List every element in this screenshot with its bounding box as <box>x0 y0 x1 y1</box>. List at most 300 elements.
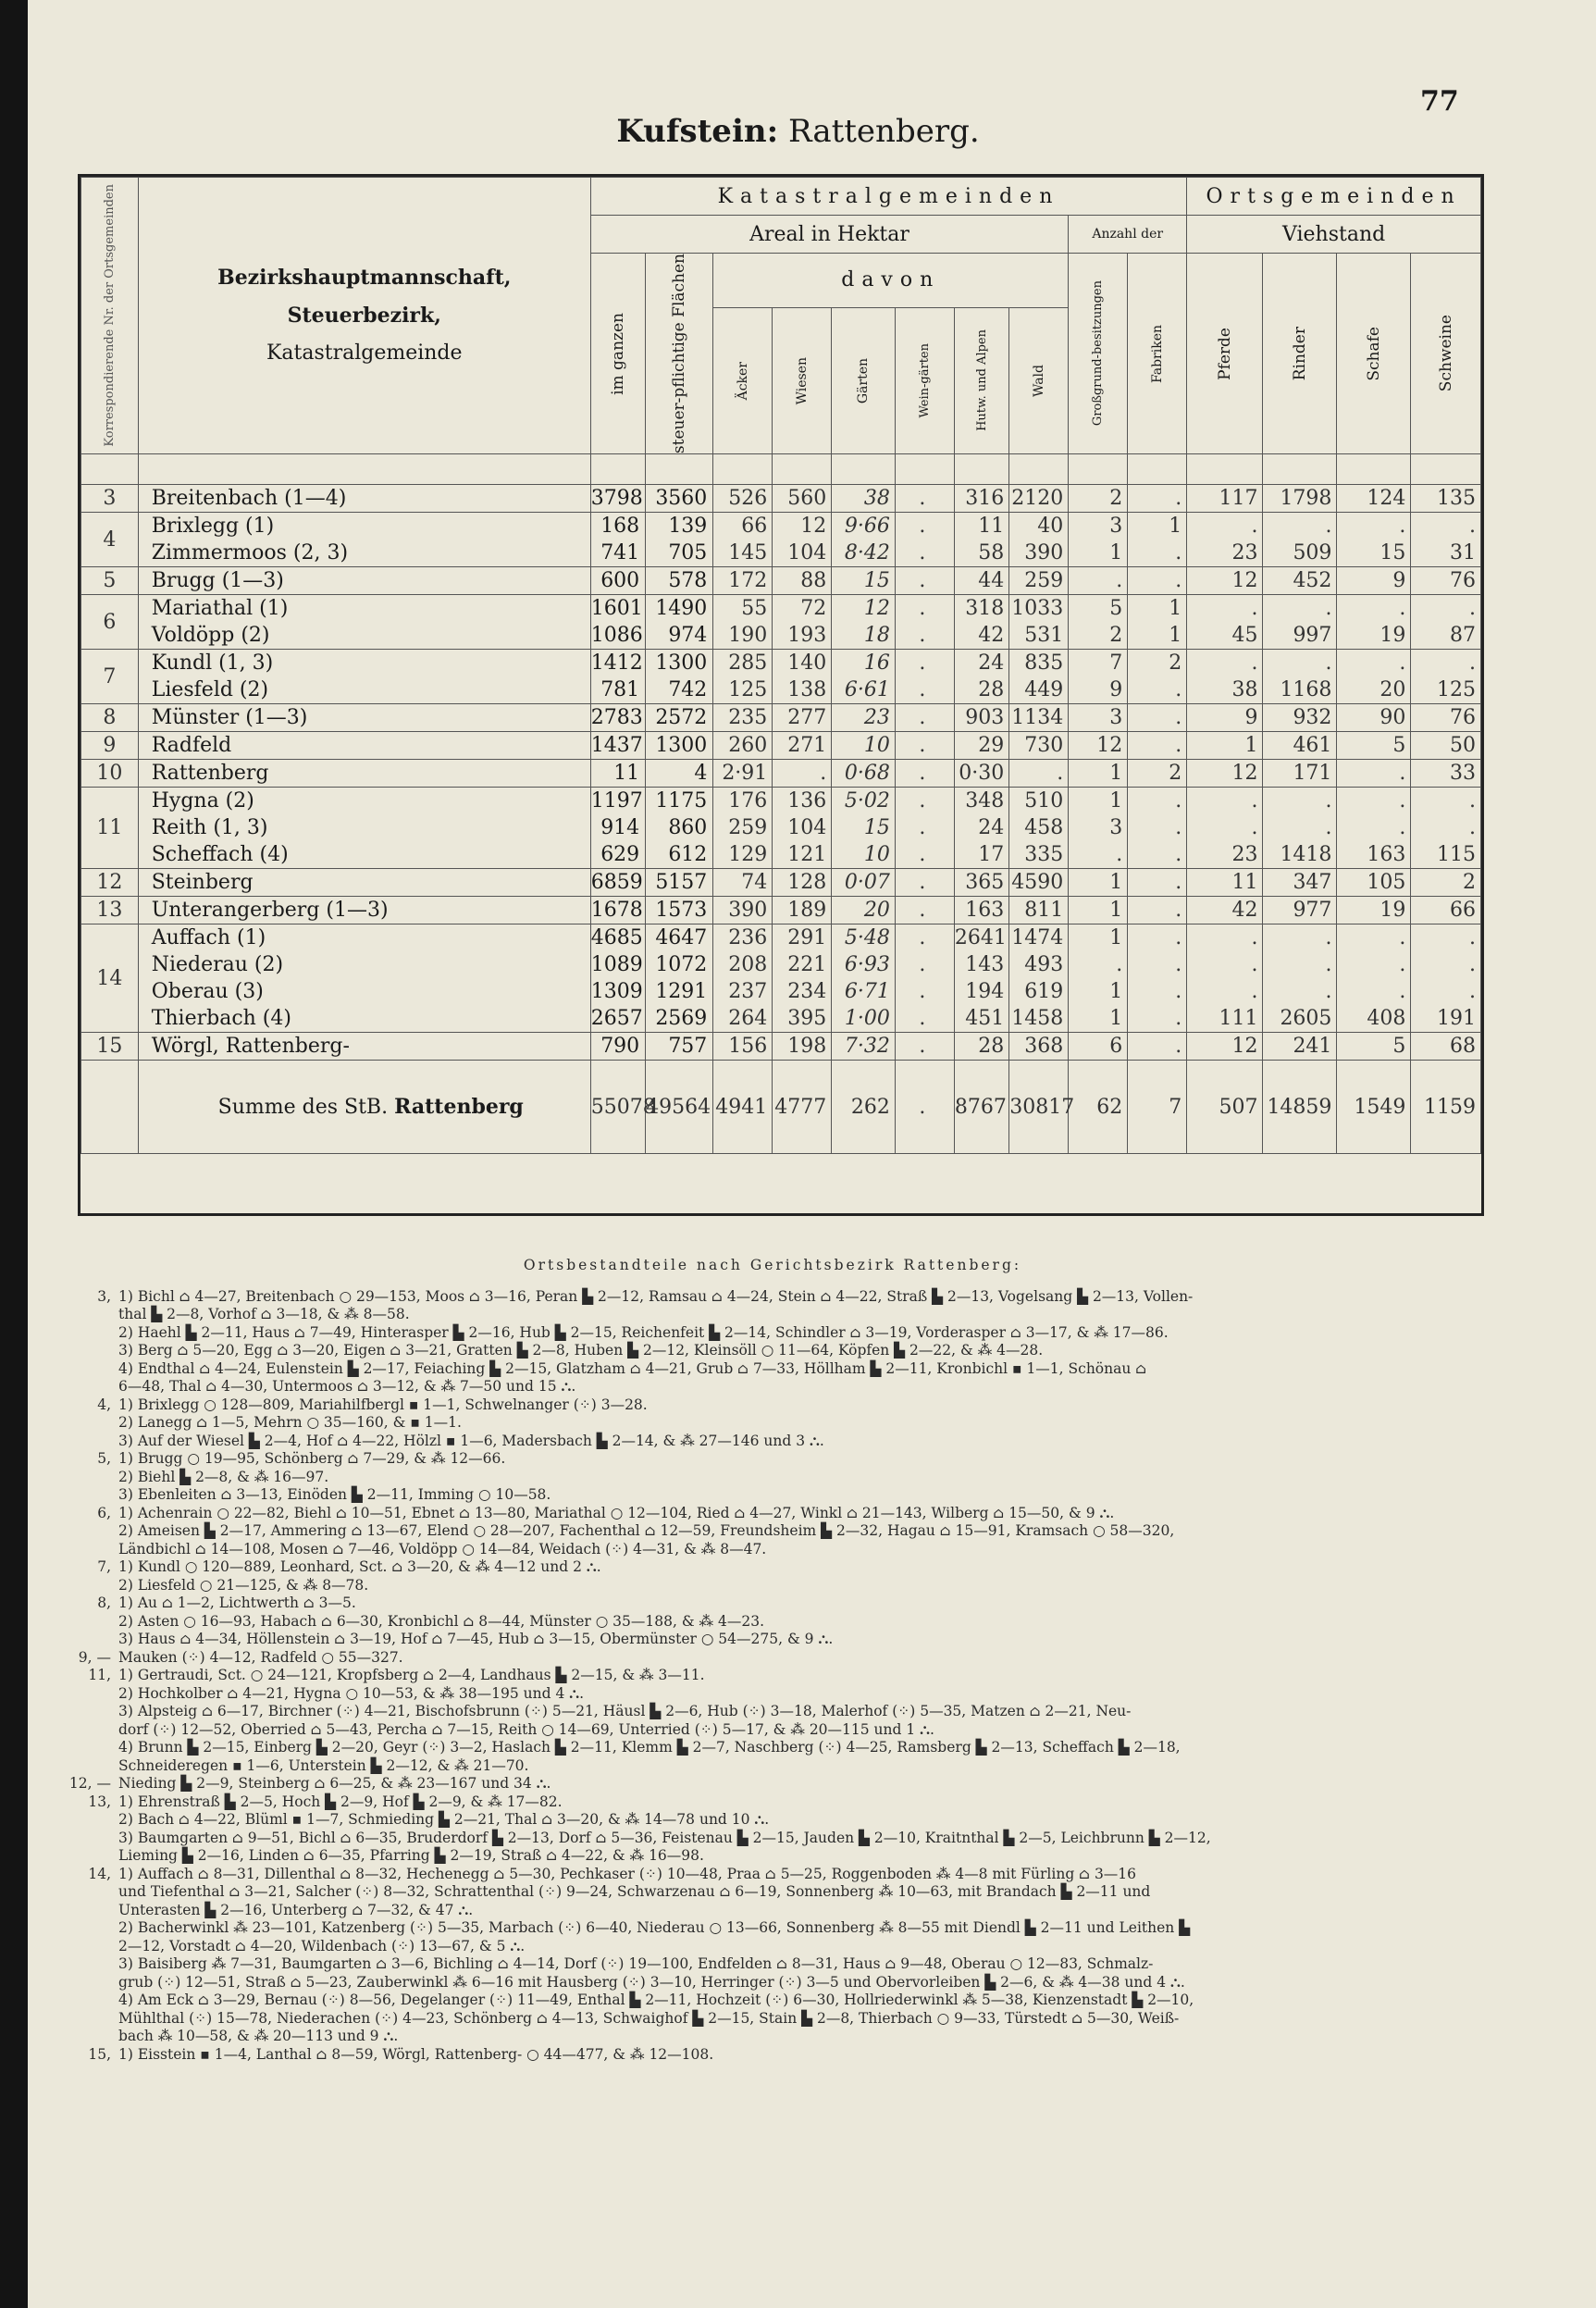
cell-value: . <box>1057 762 1064 786</box>
cell-value: 1 <box>1109 899 1123 923</box>
cell-value: 156 <box>728 1035 768 1059</box>
cell-value: . <box>919 843 926 867</box>
cell-gaerten <box>832 788 896 869</box>
cell-value: 1300 <box>655 734 708 758</box>
cell-schafe <box>1337 732 1411 760</box>
cell-wiesen <box>773 704 832 732</box>
cell-value: 5 <box>1392 734 1406 758</box>
cell-wein <box>895 704 954 732</box>
cell-value: 977 <box>1293 899 1332 923</box>
cell-schafe <box>1337 704 1411 732</box>
cell-pferde <box>1187 924 1263 1033</box>
footnote-group <box>51 1577 118 1595</box>
row-number: 5 <box>81 567 139 595</box>
table-row <box>81 567 1481 595</box>
footnote-line <box>51 1649 1494 1668</box>
cell-value: . <box>1175 487 1182 511</box>
cell-ganz <box>590 567 645 595</box>
municipality-name: Kundl (1, 3) <box>151 651 274 676</box>
cell-value: 1474 <box>1011 926 1064 950</box>
cell-value: 1 <box>1169 515 1182 539</box>
cell-value: . <box>1251 816 1258 840</box>
cell-wein <box>895 650 954 704</box>
cell-aecker <box>713 897 773 924</box>
cell-value: 12 <box>1231 1035 1258 1059</box>
cell-rinder <box>1263 924 1337 1033</box>
cell-hutw <box>954 567 1008 595</box>
cell-value: . <box>1469 651 1476 676</box>
footnote-line <box>51 1396 1494 1415</box>
cell-rinder <box>1263 788 1337 869</box>
cell-value: 277 <box>787 706 827 730</box>
cell-value: . <box>1399 953 1406 977</box>
cell-value: . <box>919 515 926 539</box>
cell-wiesen <box>773 732 832 760</box>
cell-value: 5157 <box>655 871 708 895</box>
cell-value: 163 <box>965 899 1005 923</box>
cell-value: . <box>1325 515 1332 539</box>
cell-value: 189 <box>787 899 827 923</box>
cell-value: 12 <box>800 515 827 539</box>
footnote-group <box>51 1469 118 1487</box>
cell-value: . <box>1399 816 1406 840</box>
cell-value: 3 <box>1109 515 1123 539</box>
cell-hutw <box>954 704 1008 732</box>
footnote-text: 6—48, Thal ⌂ 4—30, Untermoos ⌂ 3—12, & ⁂ 7—50 und 15 ⛬. <box>118 1378 576 1395</box>
cell-value: . <box>1399 789 1406 813</box>
cell-gaerten <box>832 567 896 595</box>
footnote-text: 2—12, Vorstadt ⌂ 4—20, Wildenbach (⁘) 13—67, & 5 ⛬. <box>118 1937 526 1954</box>
cell-value: 28 <box>978 678 1005 702</box>
footnote-group <box>51 1486 118 1505</box>
cell-schafe <box>1337 595 1411 650</box>
cell-value: 1168 <box>1280 678 1332 702</box>
cell-value: . <box>919 624 926 648</box>
cell-value: 44 <box>978 569 1005 593</box>
municipality-name: Mariathal (1) <box>151 597 289 621</box>
header-fabriken: Fabriken <box>1128 254 1187 454</box>
cell-steuer <box>646 897 713 924</box>
footnote-group: 9, — <box>78 1648 111 1666</box>
footnote-line <box>51 1631 1494 1649</box>
cell-value: . <box>1399 651 1406 676</box>
cell-value: 790 <box>600 1035 640 1059</box>
cell-value: 42 <box>1231 899 1258 923</box>
cell-value: . <box>1175 1035 1182 1059</box>
cell-value: . <box>919 762 926 786</box>
cell-value: . <box>1251 515 1258 539</box>
cell-pferde <box>1187 485 1263 513</box>
cell-value: 811 <box>1024 899 1064 923</box>
footnote-line <box>51 1902 1494 1920</box>
cell-schafe <box>1337 788 1411 869</box>
cell-value: 264 <box>728 1007 768 1031</box>
cell-value: . <box>919 597 926 621</box>
footnote-line <box>51 1288 1494 1307</box>
cell-ganz <box>590 513 645 567</box>
cell-value: 12 <box>1231 569 1258 593</box>
cell-value: . <box>919 734 926 758</box>
cell-value: . <box>1399 926 1406 950</box>
cell-gross <box>1069 704 1128 732</box>
cell-aecker <box>713 567 773 595</box>
row-number: 3 <box>81 485 139 513</box>
footnote-text: dorf (⁘) 12—52, Oberried ⌂ 5—43, Percha ⌂ 7—15, Reith ○ 14—69, Unterried (⁘) 5—17, & ⁂ 20—115 und 1 ⛬. <box>118 1720 934 1738</box>
footnote-text: 1) Brugg ○ 19—95, Schönberg ⌂ 7—29, & ⁂ 12—66. <box>118 1450 506 1467</box>
row-number: 9 <box>81 732 139 760</box>
cell-value: 1197 <box>590 789 643 813</box>
table-row <box>81 595 1481 650</box>
cell-value: . <box>919 487 926 511</box>
cell-rinder <box>1263 650 1337 704</box>
cell-wein <box>895 760 954 788</box>
cell-rinder <box>1263 704 1337 732</box>
cell-value: 135 <box>1437 487 1476 511</box>
cell-wiesen <box>773 513 832 567</box>
cell-value: 757 <box>668 1035 708 1059</box>
cell-value: 1 <box>1109 1007 1123 1031</box>
cell-schafe <box>1337 513 1411 567</box>
cell-wein <box>895 1033 954 1061</box>
sum-label: Summe des StB. Rattenberg <box>138 1061 590 1154</box>
cell-ganz <box>590 924 645 1033</box>
cell-rinder <box>1263 897 1337 924</box>
cell-value: 600 <box>600 569 640 593</box>
footnote-text: 2) Ameisen ▙ 2—17, Ammering ⌂ 13—67, Elend ○ 28—207, Fachenthal ⌂ 12—59, Freundsheim ▙ 2—32, Hagau ⌂ 15—91, Kramsach ○ 58—320, <box>118 1522 1175 1539</box>
cell-value: 9 <box>1244 706 1258 730</box>
cell-steuer <box>646 869 713 897</box>
cell-value: 45 <box>1231 624 1258 648</box>
footnote-line <box>51 1757 1494 1776</box>
cell-wein <box>895 788 954 869</box>
footnote-line <box>51 1847 1494 1866</box>
municipality-names <box>138 760 590 788</box>
footnote-group <box>51 1613 118 1632</box>
footnote-group <box>51 1378 118 1396</box>
municipality-name: Liesfeld (2) <box>151 678 269 702</box>
page-number: 77 <box>1420 85 1459 118</box>
cell-value: . <box>1469 926 1476 950</box>
cell-ganz <box>590 732 645 760</box>
cell-steuer <box>646 704 713 732</box>
cell-value: 129 <box>728 843 768 867</box>
cell-value: 12 <box>1096 734 1123 758</box>
cell-hutw <box>954 869 1008 897</box>
header-weingaerten: Wein-gärten <box>895 307 954 454</box>
cell-gaerten <box>832 897 896 924</box>
cell-value: 408 <box>1367 1007 1406 1031</box>
municipality-name: Radfeld <box>151 734 232 758</box>
cell-value: . <box>1325 926 1332 950</box>
cell-gaerten <box>832 485 896 513</box>
cell-value: . <box>1469 953 1476 977</box>
cell-pferde <box>1187 869 1263 897</box>
footnote-text: 3) Alpsteig ⌂ 6—17, Birchner (⁘) 4—21, Bischofsbrunn (⁘) 5—21, Häusl ▙ 2—6, Hub (⁘) 3—18, Malerhof (⁘) 5—35, Matzen ⌂ 2—21, Neu- <box>118 1703 1132 1719</box>
table-row <box>81 650 1481 704</box>
cell-gross <box>1069 1033 1128 1061</box>
header-grossgrund: Großgrund-besitzungen <box>1069 254 1128 454</box>
cell-value: . <box>1251 789 1258 813</box>
cell-value: 66 <box>741 515 768 539</box>
cell-value: 111 <box>1219 1007 1258 1031</box>
row-number: 12 <box>81 869 139 897</box>
footnote-line <box>51 1433 1494 1451</box>
cell-ganz <box>590 760 645 788</box>
cell-ganz <box>590 869 645 897</box>
footnote-group <box>51 1883 118 1902</box>
cell-fabr <box>1128 485 1187 513</box>
footnote-text: thal ▙ 2—8, Vorhof ⌂ 3—18, & ⁂ 8—58. <box>118 1306 410 1322</box>
cell-value: . <box>1469 789 1476 813</box>
cell-value: 136 <box>787 789 827 813</box>
footnote-line <box>51 1306 1494 1324</box>
municipality-name: Hygna (2) <box>151 789 254 813</box>
footnote-text: Unterasten ▙ 2—16, Unterberg ⌂ 7—32, & 47 ⛬. <box>118 1901 474 1918</box>
cell-wald <box>1009 760 1069 788</box>
table-row <box>81 485 1481 513</box>
cell-hutw <box>954 760 1008 788</box>
cell-schafe <box>1337 485 1411 513</box>
header-gaerten: Gärten <box>832 307 896 454</box>
cell-value: 1·00 <box>844 1007 890 1031</box>
cell-steuer <box>646 1033 713 1061</box>
cell-wald <box>1009 513 1069 567</box>
cell-hutw <box>954 595 1008 650</box>
footnote-text: Lieming ▙ 2—16, Linden ⌂ 6—35, Pfarring ▙ 2—19, Straß ⌂ 4—22, & ⁂ 16—98. <box>118 1847 704 1864</box>
cell-value: . <box>1175 899 1182 923</box>
municipality-names <box>138 897 590 924</box>
cell-value: 259 <box>728 816 768 840</box>
cell-rinder <box>1263 760 1337 788</box>
cell-value: . <box>919 678 926 702</box>
cell-wein <box>895 732 954 760</box>
cell-schafe <box>1337 567 1411 595</box>
footnote-line <box>51 1324 1494 1343</box>
footnote-group: 11, <box>88 1667 111 1683</box>
cell-value: 15 <box>1379 541 1406 565</box>
cell-wiesen <box>773 485 832 513</box>
municipality-names <box>138 869 590 897</box>
footnote-group <box>51 1847 118 1866</box>
footnote-group <box>51 1919 118 1938</box>
footnote-group: 3, <box>97 1287 111 1305</box>
cell-wiesen <box>773 869 832 897</box>
cell-ganz <box>590 650 645 704</box>
title-district: Kufstein: <box>616 113 779 150</box>
cell-value: 124 <box>1367 487 1406 511</box>
cell-wein <box>895 897 954 924</box>
cell-value: 139 <box>668 515 708 539</box>
cell-value: 1 <box>1109 789 1123 813</box>
sum-wiesen: 4777 <box>773 1061 832 1154</box>
cell-value: 629 <box>600 843 640 867</box>
cell-value: 395 <box>787 1007 827 1031</box>
cell-value: . <box>1325 651 1332 676</box>
cell-value: . <box>919 816 926 840</box>
cell-gross <box>1069 485 1128 513</box>
cell-value: . <box>919 1007 926 1031</box>
cell-value: 23 <box>863 706 890 730</box>
header-schweine: Schweine <box>1411 254 1481 454</box>
footnote-line <box>51 1577 1494 1595</box>
cell-value: 190 <box>728 624 768 648</box>
header-ortsgemeinden: Ortsgemeinden <box>1187 178 1481 216</box>
cell-rinder <box>1263 567 1337 595</box>
cell-value: 3 <box>1109 706 1123 730</box>
cell-gross <box>1069 513 1128 567</box>
cell-value: 2 <box>1169 651 1182 676</box>
cell-gaerten <box>832 869 896 897</box>
cell-value: 125 <box>728 678 768 702</box>
municipality-name: Voldöpp (2) <box>151 624 270 648</box>
title-subdistrict: Rattenberg. <box>787 113 980 150</box>
cell-value: 168 <box>600 515 640 539</box>
cell-value: 1 <box>1244 734 1258 758</box>
footnote-line <box>51 1414 1494 1433</box>
cell-value: . <box>1116 569 1123 593</box>
municipality-name: Wörgl, Rattenberg- <box>151 1035 350 1059</box>
cell-value: 104 <box>787 816 827 840</box>
cell-value: 259 <box>1024 569 1064 593</box>
cell-gross <box>1069 732 1128 760</box>
cell-wald <box>1009 650 1069 704</box>
footnote-group <box>51 1902 118 1920</box>
sum-hutweiden: 8767 <box>954 1061 1008 1154</box>
cell-gaerten <box>832 704 896 732</box>
cell-schweine <box>1411 869 1481 897</box>
footnote-line <box>51 1992 1494 2010</box>
footnote-group: 7, <box>97 1558 111 1575</box>
cell-rinder <box>1263 595 1337 650</box>
cell-schafe <box>1337 924 1411 1033</box>
cell-value: . <box>919 541 926 565</box>
footnote-text: 4) Endthal ⌂ 4—24, Eulenstein ▙ 2—17, Feiaching ▙ 2—15, Glatzham ⌂ 4—21, Grub ⌂ 7—33, Höllham ▙ 2—11, Kronbichl ▪ 1—1, Schönau ⌂ <box>118 1359 1147 1377</box>
cell-value: 578 <box>668 569 708 593</box>
cell-value: 76 <box>1450 569 1476 593</box>
footnote-group <box>51 1433 118 1451</box>
cell-steuer <box>646 595 713 650</box>
footnote-group <box>51 1360 118 1379</box>
cell-value: 24 <box>978 816 1005 840</box>
cell-value: 88 <box>800 569 827 593</box>
footnote-line <box>51 1541 1494 1559</box>
cell-steuer <box>646 924 713 1033</box>
cell-value: 38 <box>1231 678 1258 702</box>
cell-value: 6·61 <box>844 678 890 702</box>
cell-value: 390 <box>1024 541 1064 565</box>
cell-value: 1291 <box>655 980 708 1004</box>
cell-aecker <box>713 760 773 788</box>
cell-value: 33 <box>1450 762 1476 786</box>
cell-aecker <box>713 732 773 760</box>
header-hutweiden: Hutw. und Alpen <box>954 307 1008 454</box>
footnote-text: 1) Auffach ⌂ 8—31, Dillenthal ⌂ 8—32, Hechenegg ⌂ 5—30, Pechkaser (⁘) 10—48, Praa ⌂ 5—25, Roggenboden ⁂ 4—8 mit Fürling ⌂ 3—16 <box>118 1865 1137 1882</box>
footnote-group: 12, — <box>68 1775 111 1792</box>
cell-gross <box>1069 924 1128 1033</box>
cell-value: 1086 <box>590 624 643 648</box>
header-rinder: Rinder <box>1263 254 1337 454</box>
cell-hutw <box>954 788 1008 869</box>
cell-aecker <box>713 485 773 513</box>
table-row <box>81 704 1481 732</box>
sum-row <box>81 1061 1481 1154</box>
sum-fabriken: 7 <box>1128 1061 1187 1154</box>
municipality-name: Auffach (1) <box>151 926 266 950</box>
header-name: Bezirkshauptmannschaft, Steuerbezirk, Katastralgemeinde <box>138 178 590 454</box>
header-katastral: Katastralgemeinden <box>590 178 1186 216</box>
cell-value: 12 <box>863 597 890 621</box>
footnote-line <box>51 1974 1494 1992</box>
municipality-names <box>138 485 590 513</box>
cell-aecker <box>713 1033 773 1061</box>
cell-value: 461 <box>1293 734 1332 758</box>
footnote-line <box>51 1866 1494 1884</box>
footnote-text: 1) Brixlegg ○ 128—809, Mariahilfbergl ▪ 1—1, Schwelnanger (⁘) 3—28. <box>118 1396 648 1413</box>
cell-value: 4647 <box>655 926 708 950</box>
municipality-name: Oberau (3) <box>151 980 264 1004</box>
cell-value: . <box>1175 569 1182 593</box>
cell-gross <box>1069 567 1128 595</box>
table-row <box>81 760 1481 788</box>
header-wald: Wald <box>1009 307 1069 454</box>
footnote-text: 2) Lanegg ⌂ 1—5, Mehrn ○ 35—160, & ▪ 1—1. <box>118 1414 462 1431</box>
cell-schweine <box>1411 485 1481 513</box>
cell-value: 1 <box>1109 541 1123 565</box>
cell-value: 2605 <box>1280 1007 1332 1031</box>
cell-wald <box>1009 788 1069 869</box>
cell-value: 742 <box>668 678 708 702</box>
cell-value: 23 <box>1231 541 1258 565</box>
cell-value: . <box>1325 597 1332 621</box>
municipality-names <box>138 1033 590 1061</box>
cell-wiesen <box>773 1033 832 1061</box>
row-number: 7 <box>81 650 139 704</box>
cell-value: . <box>1325 816 1332 840</box>
cell-gaerten <box>832 732 896 760</box>
header-viehstand: Viehstand <box>1187 216 1481 254</box>
footnote-group: 5, <box>97 1450 111 1467</box>
cell-hutw <box>954 897 1008 924</box>
cell-value: 335 <box>1024 843 1064 867</box>
cell-value: 19 <box>1379 624 1406 648</box>
cell-value: . <box>1469 597 1476 621</box>
sum-schafe: 1549 <box>1337 1061 1411 1154</box>
cell-value: 29 <box>978 734 1005 758</box>
cell-schweine <box>1411 732 1481 760</box>
footnote-text: 4) Brunn ▙ 2—15, Einberg ▙ 2—20, Geyr (⁘) 3—2, Haslach ▙ 2—11, Klemm ▙ 2—7, Naschberg (⁘) 4—25, Ramsberg ▙ 2—13, Scheffach ▙ 2—18, <box>118 1739 1181 1756</box>
municipality-name: Reith (1, 3) <box>151 816 268 840</box>
cell-value: 368 <box>1024 1035 1064 1059</box>
cell-value: 2783 <box>590 706 643 730</box>
cell-value: 560 <box>787 487 827 511</box>
cell-value: 24 <box>978 651 1005 676</box>
cell-value: 16 <box>863 651 890 676</box>
footnote-group <box>51 1721 118 1740</box>
cell-value: 7 <box>1109 651 1123 676</box>
cell-steuer <box>646 485 713 513</box>
municipality-names <box>138 788 590 869</box>
cell-value: 20 <box>1379 678 1406 702</box>
sum-steuer: 49564 <box>646 1061 713 1154</box>
cell-pferde <box>1187 650 1263 704</box>
footnote-text: 1) Ehrenstraß ▙ 2—5, Hoch ▙ 2—9, Hof ▙ 2—9, & ⁂ 17—82. <box>118 1793 563 1810</box>
cell-value: 2569 <box>655 1007 708 1031</box>
cell-ganz <box>590 595 645 650</box>
footnote-group <box>51 1955 118 1974</box>
cell-value: . <box>919 789 926 813</box>
cell-value: 1 <box>1109 980 1123 1004</box>
cell-value: 730 <box>1024 734 1064 758</box>
